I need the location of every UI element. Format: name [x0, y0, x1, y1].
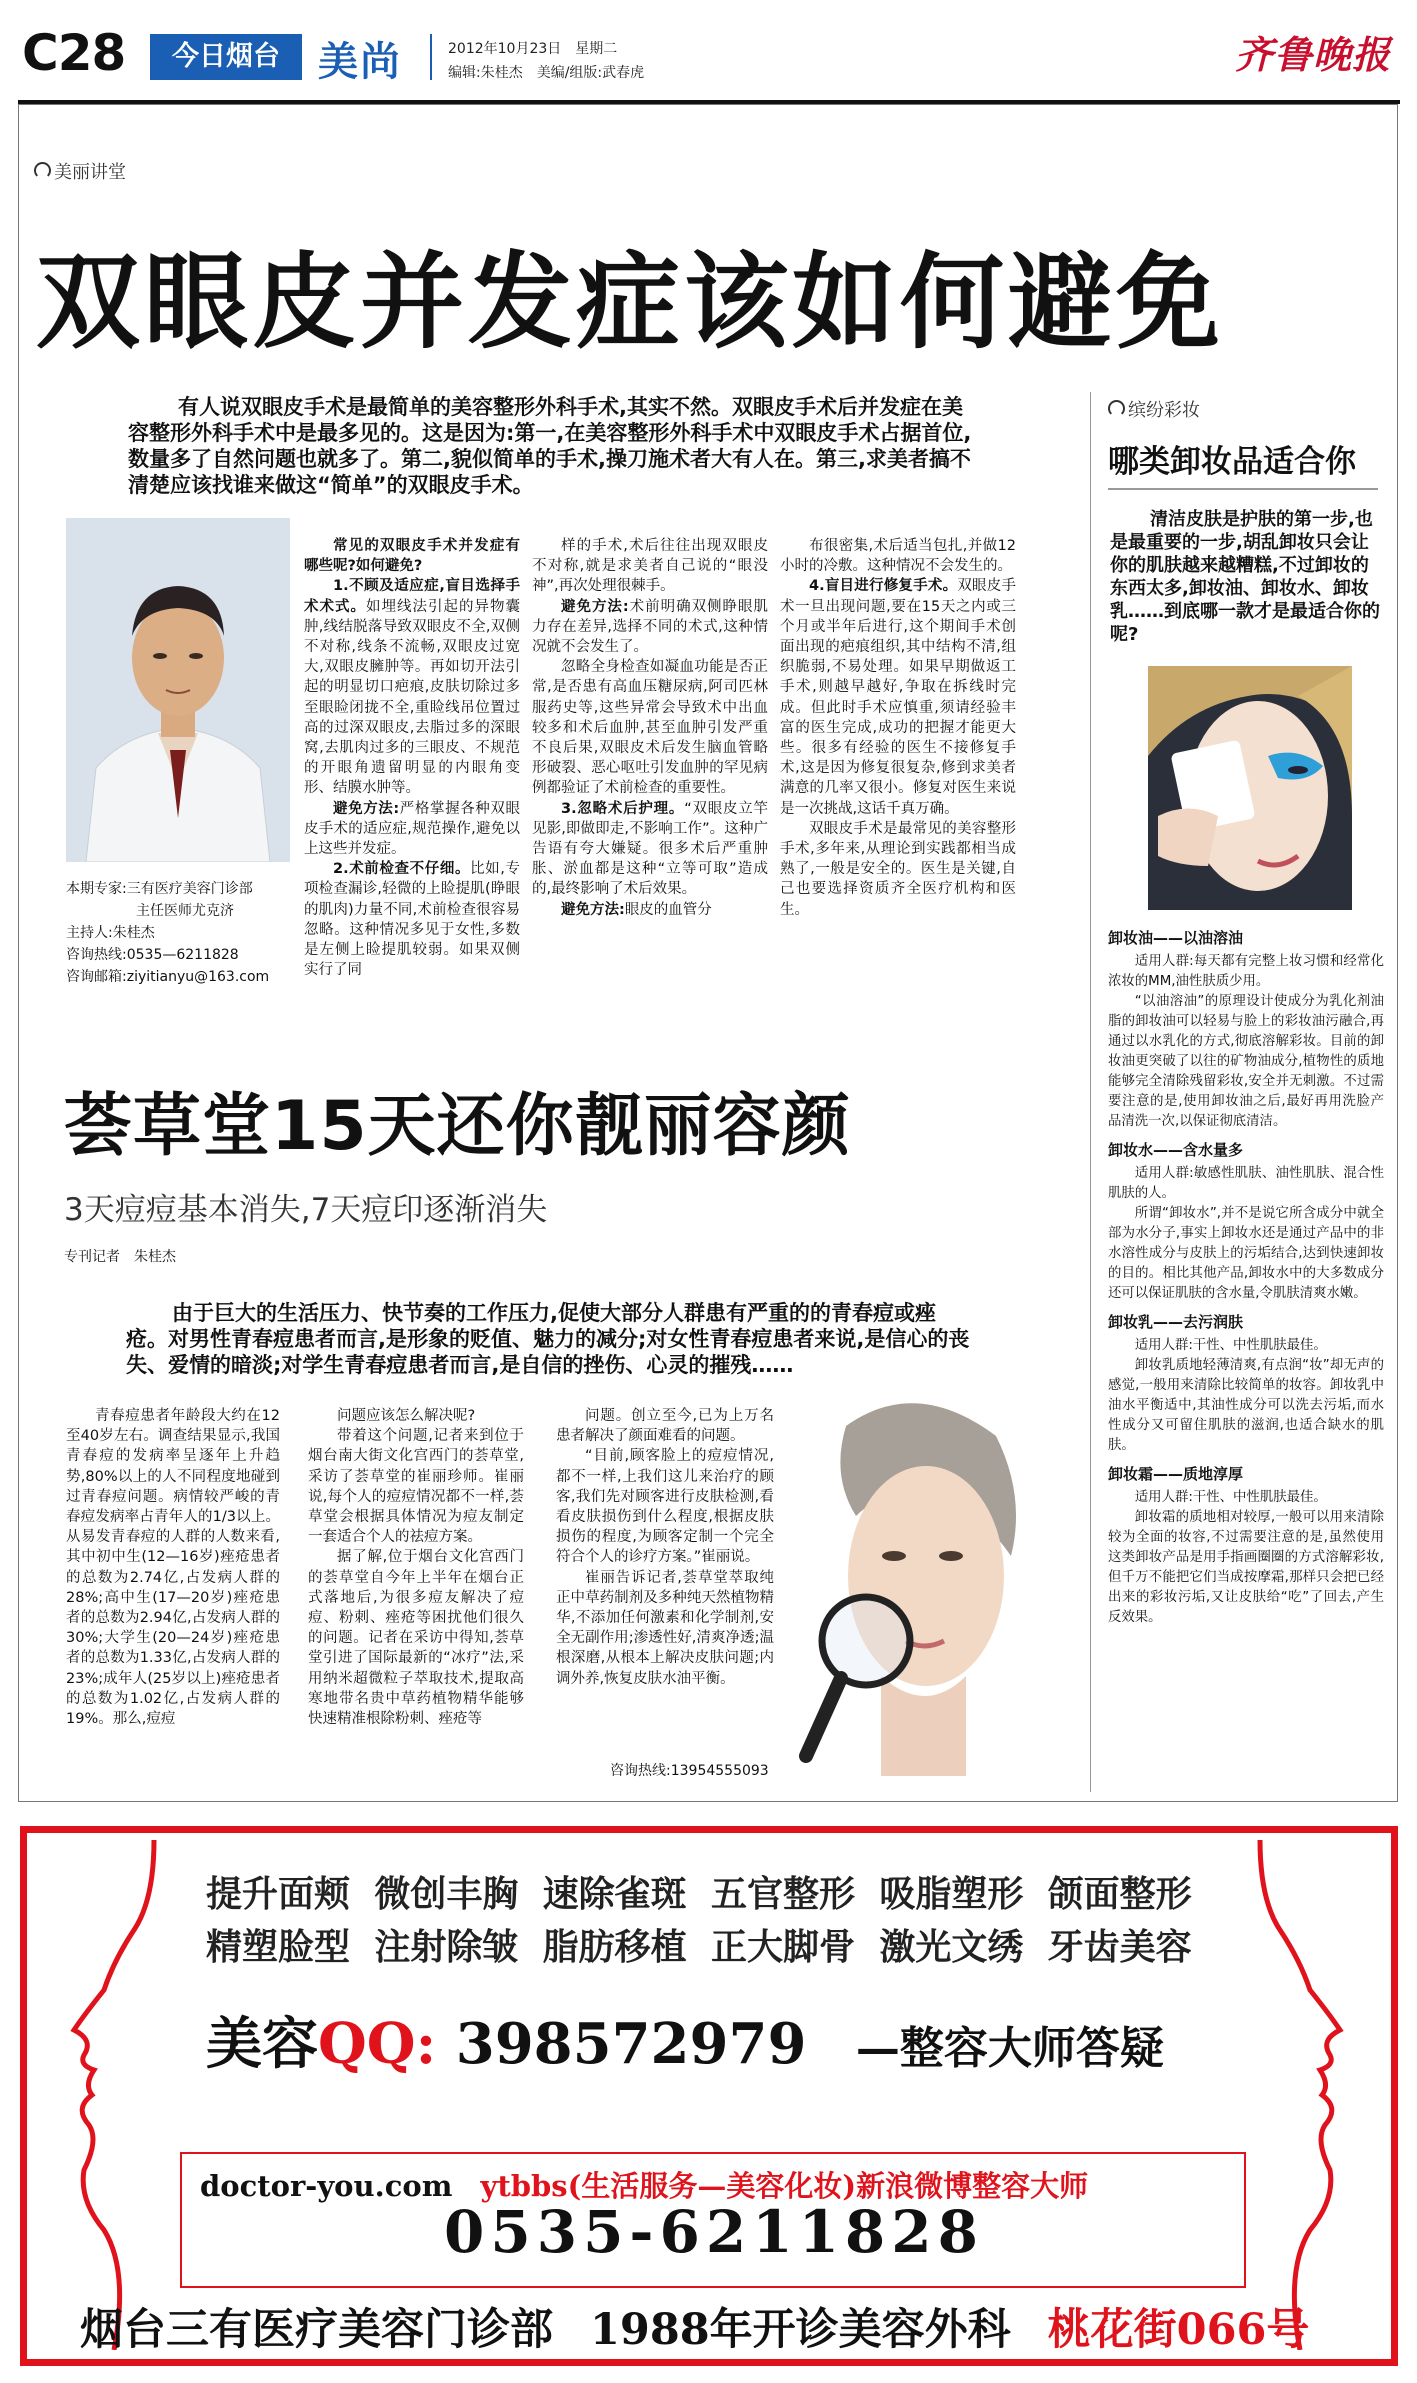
- clinic-address: 桃花街066号: [1047, 2305, 1310, 2355]
- qq-label: QQ:: [318, 2011, 437, 2077]
- section-badge: 今日烟台: [150, 34, 302, 80]
- paragraph-lead-in: 常见的双眼皮手术并发症有哪些呢?如何避免?: [304, 538, 520, 575]
- body-paragraph: 2.术前检查不仔细。比如,专项检查漏诊,轻微的上睑提肌(睁眼的肌肉)力量不同,术前检查很容易忽略。这种情况多见于女性,多数是左侧上睑提肌较弱。如果双侧实行了同: [304, 861, 520, 979]
- service-item: 脂肪移植: [542, 1926, 687, 1968]
- article2-column-1: [66, 1406, 280, 1729]
- article1-headline: 双眼皮并发症该如何避免: [36, 241, 1225, 363]
- body-paragraph: 带着这个问题,记者来到位于烟台南大街文化宫西门的荟草堂,采访了荟草堂的崔丽珍师。崔丽说,每个人的痘痘情况都不一样,荟草堂会根据具体情况为痘友制定一套适合个人的祛痘方案。: [308, 1428, 524, 1546]
- sidebar-paragraph: 适用人群:干性、中性肌肤最佳。: [1134, 1490, 1327, 1505]
- sidebar-paragraph: 适用人群:敏感性肌肤、油性肌肤、混合性肌肤的人。: [1108, 1166, 1384, 1201]
- body-paragraph: [304, 536, 520, 576]
- face-profile-right-icon: [1240, 1840, 1380, 2350]
- article1-lead: 有人说双眼皮手术是最简单的美容整形外科手术,其实不然。双眼皮手术后并发症在美容整形外科手术中是最多见的。这是因为:第一,在美容整形外科手术中双眼皮手术占据首位,数量多了自然问题也就多了。第二,貌似简单的手术,操刀施术者大有人在。第三,求美者搞不清楚应该找谁来做这“简单”的双眼皮手术。: [128, 395, 972, 497]
- sidebar-paragraph: 卸妆乳质地轻薄清爽,有点润“妆”却无声的感觉,一般用来清除比较简单的妆容。卸妆乳中油水平衡适中,其油性成分可以洗去污垢,而水性成分又可留住肌肤的滋润,也适合缺水的肌肤。: [1108, 1358, 1384, 1453]
- body-paragraph: “目前,顾客脸上的痘痘情况,都不一样,上我们这儿来治疗的顾客,我们先对顾客进行皮肤检测,看看皮肤损伤到什么程度,根据皮肤损伤的程度,为顾客定制一个完全符合个人的诊疗方案。”崔丽说。: [556, 1448, 774, 1566]
- paragraph-lead-in: 避免方法:: [561, 901, 625, 918]
- paragraph-lead-in: 2.术前检查不仔细。: [333, 861, 471, 878]
- body-paragraph: 双眼皮手术是最常见的美容整形手术,多年来,从理论到实践都相当成熟了,一般是安全的。医生是关键,自己也要选择资质齐全医疗机构和医生。: [780, 820, 1016, 918]
- article1-kicker: [34, 158, 126, 184]
- kicker-bullet-icon: [34, 162, 51, 179]
- article2-column-2: [308, 1406, 524, 1729]
- caption-line: 主任医师尤克济: [66, 903, 234, 919]
- paragraph-lead-in: 1.不顾及适应症,盲目选择手术术式。: [304, 578, 520, 615]
- article2-hotline: 咨询热线:13954555093: [610, 1763, 769, 1779]
- body-paragraph: 问题应该怎么解决呢?: [337, 1408, 476, 1424]
- article1-column-1: [304, 536, 520, 980]
- body-paragraph: 避免方法:眼皮的血管分: [561, 901, 712, 918]
- service-item: 注射除皱: [374, 1926, 519, 1968]
- service-item: 微创丰胸: [374, 1873, 519, 1915]
- caption-line: 本期专家:三有医疗美容门诊部: [66, 881, 253, 897]
- expert-caption: [66, 878, 306, 988]
- qq-prefix: 美容: [206, 2011, 318, 2077]
- body-paragraph: 布很密集,术后适当包扎,并做12小时的冷敷。这种情况不会发生的。: [780, 538, 1016, 575]
- editor-credit: 编辑:朱桂杰 美编/组版:武春虎: [448, 65, 645, 81]
- sidebar-headline: 哪类卸妆品适合你: [1108, 444, 1356, 480]
- service-item: 吸脂塑形: [879, 1873, 1024, 1915]
- header-divider: [430, 34, 432, 80]
- body-paragraph: 据了解,位于烟台文化宫西门的荟草堂自今年上半年在烟台正式落地后,为很多痘友解决了痘痘、粉刺、痤疮等困扰他们很久的问题。记者在采访中得知,荟草堂引进了国际最新的“冰疗”法,采用纳米超微粒子萃取技术,提取高寒地带名贵中草药植物精华能够快速精准根除粉刺、痤疮等: [308, 1549, 524, 1728]
- sidebar-section-heading: 卸妆油——以油溶油: [1108, 929, 1244, 947]
- clinic-name: 烟台三有医疗美容门诊部: [80, 2305, 553, 2355]
- body-paragraph: 青春痘患者年龄段大约在12至40岁左右。调查结果显示,我国青春痘的发病率呈逐年上升趋势,80%以上的人不同程度地碰到过青春痘问题。病情较严峻的青春痘发病率占青年人的1/3以上。从易发青春痘的人群的人数来看,其中初中生(12—16岁)痤疮患者的总数为2.74亿,占发病人群的28%;高中生(17—20岁)痤疮患者的总数为2.94亿,占发病人群的30%;大学生(20—24岁)痤疮患者的总数为1.33亿,占发病人群的23%;成年人(25岁以上)痤疮患者的总数为1.02亿,占发病人群的19%。那么,痘痘: [66, 1408, 280, 1728]
- sidebar-paragraph: 卸妆霜的质地相对较厚,一般可以用来清除较为全面的妆容,不过需要注意的是,虽然使用这类卸妆产品是用手指画圈圈的方式溶解彩妆,但千万不能把它们当成按摩霜,那样只会把已经出来的彩妆污垢,又让皮肤给“吃”了回去,产生反效果。: [1108, 1510, 1384, 1625]
- page-number: C28: [22, 24, 126, 82]
- article2-column-3: [556, 1406, 774, 1689]
- service-list: [206, 1866, 1216, 1970]
- service-item: 五官整形: [710, 1873, 855, 1915]
- expert-portrait: [66, 518, 290, 862]
- paragraph-lead-in: 避免方法:: [561, 598, 629, 615]
- article1-column-2: [532, 536, 768, 920]
- article2-subheadline: 3天痘痘基本消失,7天痘印逐渐消失: [64, 1192, 548, 1228]
- clinic-phone: 0535-6211828: [444, 2198, 984, 2266]
- body-paragraph: 避免方法:术前明确双侧睁眼肌力存在差异,选择不同的术式,这种情况就不会发生了。: [532, 598, 768, 656]
- caption-line: 主持人:朱桂杰: [66, 925, 155, 941]
- clinic-banner: [80, 2296, 1309, 2357]
- article1-kicker-label: 美丽讲堂: [54, 162, 126, 183]
- sidebar-kicker-label: 缤纷彩妆: [1128, 400, 1200, 421]
- qq-number: 398572979: [455, 2011, 807, 2077]
- sidebar-paragraph: “以油溶油”的原理设计使成分为乳化剂油脂的卸妆油可以轻易与脸上的彩妆油污融合,再通过以水乳化的方式,彻底溶解彩妆。目前的卸妆油更突破了以往的矿物油成分,植物性的质地能够完全清除残留彩妆,安全并无刺激。不过需要注意的是,使用卸妆油之后,最好再用洗脸产品清洗一次,以保证彻底清洁。: [1108, 994, 1384, 1129]
- service-item: 提升面颊: [206, 1873, 351, 1915]
- service-item: 激光文绣: [879, 1926, 1024, 1968]
- body-paragraph: 忽略全身检查如凝血功能是否正常,是否患有高血压糖尿病,阿司匹林服药史等,这些异常会导致术中出血较多和术后血肿,甚至血肿引发严重不良后果,双眼皮术后发生脑血管略形破裂、恶心呕吐引发血肿的罕见病例都验证了术前检查的重要性。: [532, 659, 768, 797]
- body-paragraph: 崔丽告诉记者,荟草堂萃取纯正中草药制剂及多种纯天然植物精华,不添加任何激素和化学制剂,安全无副作用;渗透性好,清爽净透;温根深磨,从根本上解决皮肤问题;内调外养,恢复皮肤水油平衡。: [556, 1569, 774, 1687]
- paragraph-lead-in: 避免方法:: [333, 800, 400, 817]
- weibo-handle: ytbbs(生活服务—美容化妆)新浪微博整容大师: [480, 2169, 1089, 2203]
- column-divider: [1090, 392, 1091, 1792]
- skincare-model-photo: [786, 1386, 1036, 1776]
- service-item: 牙齿美容: [1047, 1926, 1192, 1968]
- sidebar-section-heading: 卸妆乳——去污润肤: [1108, 1313, 1244, 1331]
- service-item: 正大脚骨: [710, 1926, 855, 1968]
- caption-line: 咨询邮箱:ziyitianyu@163.com: [66, 969, 270, 985]
- sidebar-paragraph: 所谓“卸妆水”,并不是说它所含成分中就全部为水分子,事实上卸妆水还是通过产品中的非水溶性成分与皮肤上的污垢结合,达到快速卸妆的目的。相比其他产品,卸妆水中的大多数成分还可以保证肌肤的含水量,令肌肤清爽水嫩。: [1108, 1206, 1384, 1301]
- body-paragraph: 1.不顾及适应症,盲目选择手术术式。如埋线法引起的异物囊肿,线结脱落导致双眼皮不全,双侧不对称,线条不流畅,双眼皮过宽大,双眼皮臃肿等。再如切开法引起的明显切口疤痕,皮肤切除过多至眼睑闭拢不全,重睑线吊位置过高的过深双眼皮,去脂过多的深眼窝,去肌肉过多的三眼皮、不规范的开眼角遗留明显的内眼角变形、结膜水肿等。: [304, 578, 520, 797]
- body-paragraph: 样的手术,术后往往出现双眼皮不对称,就是求美者自己说的“眼没神”,再次处理很棘手。: [532, 538, 768, 595]
- paragraph-lead-in: 4.盲目进行修复手术。: [809, 578, 958, 595]
- service-item: 速除雀斑: [542, 1873, 687, 1915]
- newspaper-logo: 齐鲁晚报: [1235, 33, 1392, 77]
- service-item: 精塑脸型: [206, 1926, 351, 1968]
- sidebar-paragraph: 适用人群:干性、中性肌肤最佳。: [1134, 1338, 1327, 1353]
- sidebar-section-heading: 卸妆霜——质地淳厚: [1108, 1465, 1244, 1483]
- sidebar-rule: [1108, 488, 1378, 490]
- sidebar-section-heading: 卸妆水——含水量多: [1108, 1141, 1244, 1159]
- caption-line: 咨询热线:0535—6211828: [66, 947, 239, 963]
- sidebar-kicker: [1108, 396, 1200, 422]
- sidebar-lead: 清洁皮肤是护肤的第一步,也是最重要的一步,胡乱卸妆只会让你的肌肤越来越糟糕,不过卸妆的东西太多,卸妆油、卸妆水、卸妆乳……到底哪一款才是最适合你的呢?: [1110, 509, 1380, 645]
- qq-tagline: —整容大师答疑: [855, 2023, 1164, 2074]
- sidebar-paragraph: 适用人群:每天都有完整上妆习惯和经常化浓妆的MM,油性肤质少用。: [1108, 954, 1384, 989]
- issue-date: 2012年10月23日 星期二: [448, 41, 618, 57]
- body-paragraph: 问题。创立至今,已为上万名患者解决了颜面难看的问题。: [556, 1408, 774, 1445]
- article2-headline: 荟草堂15天还你靓丽容颜: [64, 1087, 851, 1166]
- article2-byline: 专刊记者 朱桂杰: [64, 1249, 176, 1265]
- makeup-removal-photo: [1148, 666, 1352, 910]
- body-paragraph: 3.忽略术后护理。“双眼皮立竿见影,即做即走,不影响工作”。这种广告语有夸大嫌疑。很多术后严重肿胀、淤血都是这种“立等可取”造成的,最终影响了术后效果。: [532, 800, 768, 898]
- face-profile-left-icon: [34, 1840, 174, 2350]
- kicker-bullet-icon: [1108, 400, 1125, 417]
- body-paragraph: 4.盲目进行修复手术。双眼皮手术一旦出现问题,要在15天之内或三个月或半年后进行,这个期间手术创面出现的疤痕组织,其中结构不清,组织脆弱,不易处理。如果早期做返工手术,则越早越好,争取在拆线时完成。但此时手术应慎重,须请经验丰富的医生完成,成功的把握才能更大些。很多有经验的医生不接修复手术,这是因为修复很复杂,修到求美者满意的几率又很小。修复对医生来说是一次挑战,这话千真万确。: [780, 578, 1016, 817]
- website-url: doctor-you.com: [200, 2169, 453, 2203]
- sidebar-body: [1108, 920, 1384, 1628]
- article2-lead: 由于巨大的生活压力、快节奏的工作压力,促使大部分人群患有严重的的青春痘或痤疮。对男性青春痘患者而言,是形象的贬值、魅力的减分;对女性青春痘患者来说,是信心的丧失、爱情的暗淡;对学生青春痘患者而言,是自信的挫伤、心灵的摧残……: [126, 1301, 970, 1377]
- article1-column-3: [780, 536, 1016, 920]
- clinic-since: 1988年开诊美容外科: [589, 2305, 1011, 2355]
- qq-contact: [206, 2000, 1164, 2080]
- paragraph-lead-in: 3.忽略术后护理。: [561, 800, 685, 817]
- body-paragraph: 避免方法:严格掌握各种双眼皮手术的适应症,规范操作,避免以上这些并发症。: [304, 800, 520, 858]
- service-item: 颌面整形: [1047, 1873, 1192, 1915]
- sub-section-title: 美尚: [318, 39, 402, 85]
